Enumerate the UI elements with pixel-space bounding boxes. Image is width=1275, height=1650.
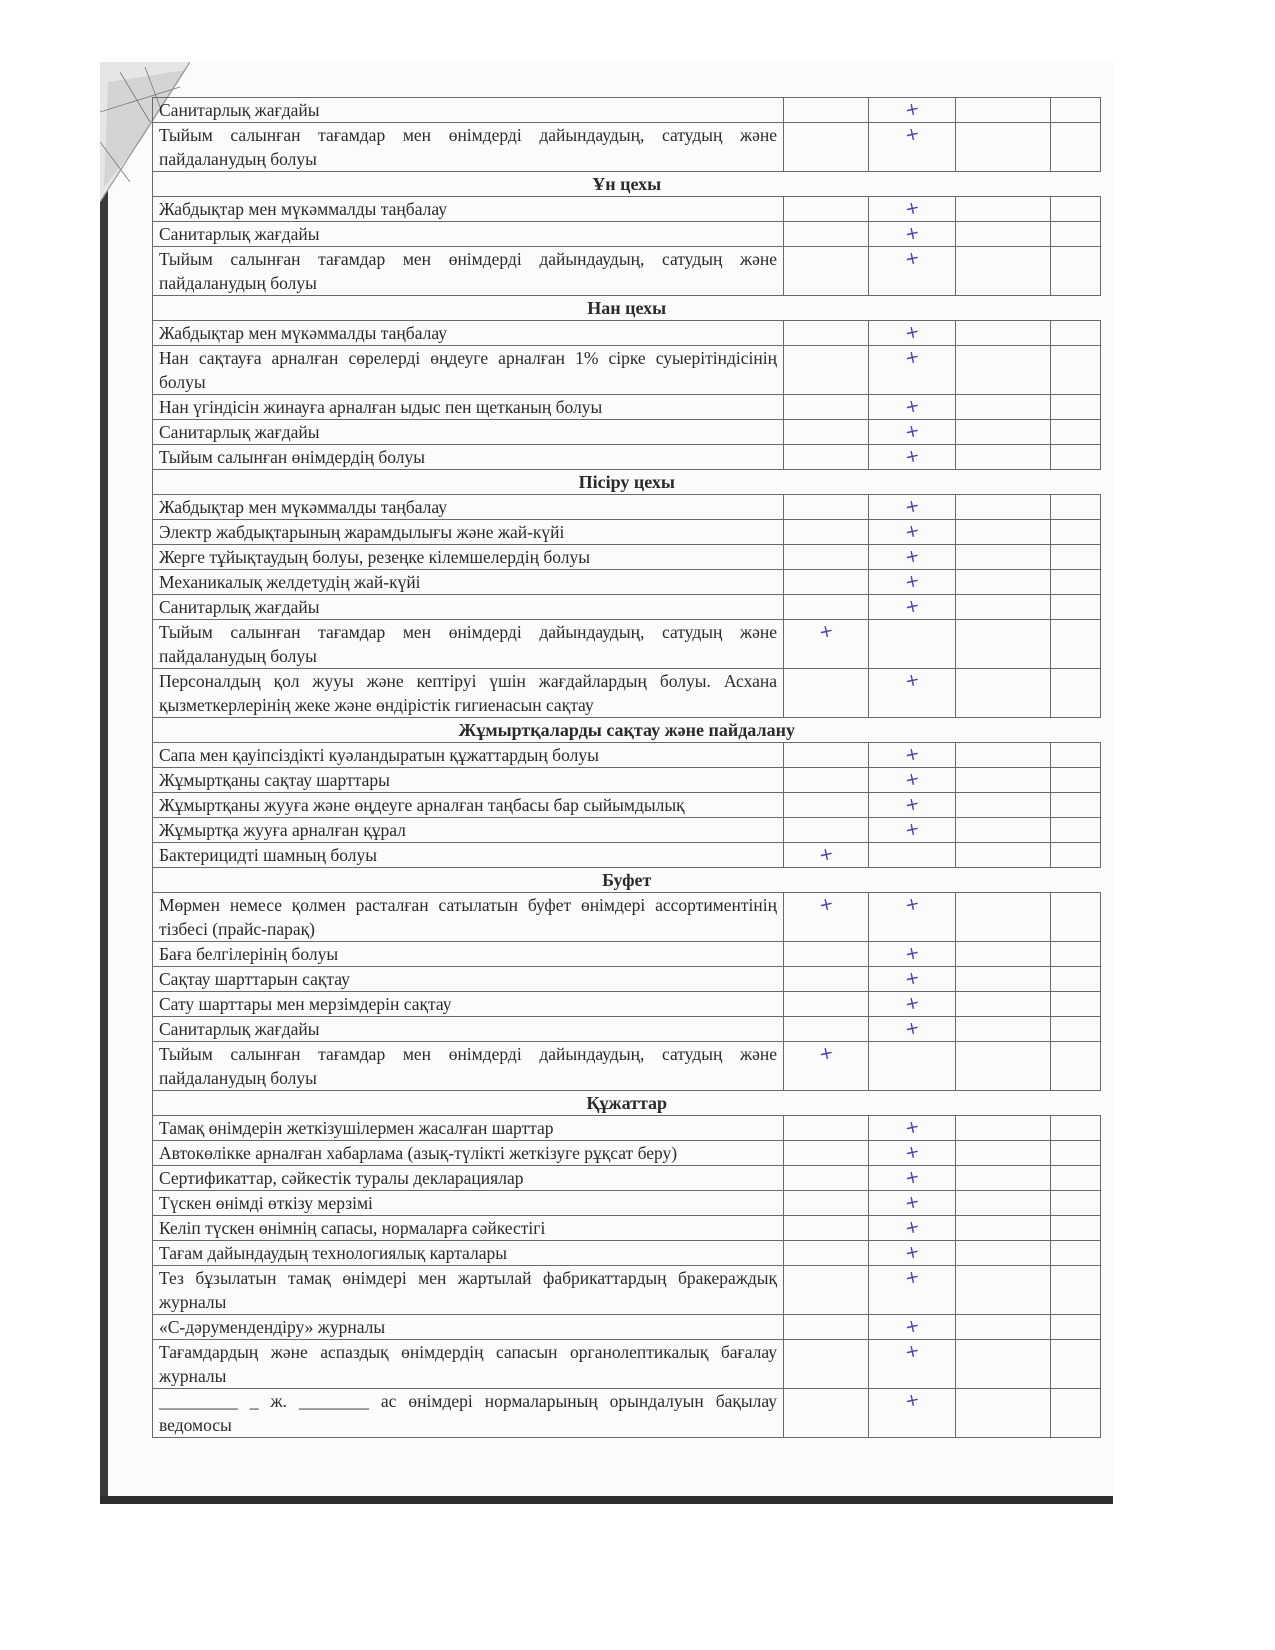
- checklist-row: [153, 942, 1101, 967]
- mark-cell-4[interactable]: [1051, 222, 1101, 247]
- criterion-text: Жұмыртқаны жууға және өңдеуге арналған таңбасы бар сыйымдылық: [153, 793, 784, 818]
- mark-cell-4[interactable]: [1051, 1241, 1101, 1266]
- mark-cell-3[interactable]: [956, 620, 1051, 669]
- mark-cell-2[interactable]: [869, 1166, 956, 1191]
- mark-cell-2[interactable]: [869, 1191, 956, 1216]
- mark-cell-1[interactable]: [784, 346, 869, 395]
- mark-cell-3[interactable]: [956, 395, 1051, 420]
- mark-cell-4[interactable]: [1051, 545, 1101, 570]
- mark-cell-3[interactable]: [956, 545, 1051, 570]
- checklist-row: [153, 420, 1101, 445]
- criterion-text: Автокөлікке арналған хабарлама (азық-түлікті жеткізуге рұқсат беру): [153, 1141, 784, 1166]
- checklist-row: [153, 98, 1101, 123]
- mark-cell-2[interactable]: [869, 1216, 956, 1241]
- mark-cell-4[interactable]: [1051, 346, 1101, 395]
- mark-cell-4[interactable]: [1051, 570, 1101, 595]
- criterion-text: Санитарлық жағдайы: [153, 595, 784, 620]
- mark-cell-1[interactable]: [784, 992, 869, 1017]
- mark-cell-1[interactable]: [784, 570, 869, 595]
- section-header-row: [153, 172, 1101, 197]
- criterion-text: Мөрмен немесе қолмен расталған сатылатын буфет өнімдері ассортиментінің тізбесі (прайс-парақ): [153, 893, 784, 942]
- mark-cell-2[interactable]: [869, 1141, 956, 1166]
- mark-cell-2[interactable]: [869, 420, 956, 445]
- handwritten-check-icon: +: [902, 1141, 922, 1165]
- criterion-text: Нан үгіндісін жинауға арналған ыдыс пен щетканың болуы: [153, 395, 784, 420]
- handwritten-check-icon: +: [902, 197, 922, 221]
- checklist-row: [153, 818, 1101, 843]
- mark-cell-4[interactable]: [1051, 768, 1101, 793]
- mark-cell-1[interactable]: [784, 222, 869, 247]
- mark-cell-2[interactable]: [869, 768, 956, 793]
- checklist-row: [153, 1241, 1101, 1266]
- criterion-text: Сапа мен қауіпсіздікті куәландыратын құжаттардың болуы: [153, 743, 784, 768]
- mark-cell-1[interactable]: [784, 98, 869, 123]
- mark-cell-4[interactable]: [1051, 420, 1101, 445]
- mark-cell-3[interactable]: [956, 495, 1051, 520]
- handwritten-check-icon: +: [902, 98, 922, 122]
- mark-cell-1[interactable]: [784, 247, 869, 296]
- mark-cell-3[interactable]: [956, 743, 1051, 768]
- mark-cell-1[interactable]: [784, 1241, 869, 1266]
- mark-cell-2[interactable]: [869, 545, 956, 570]
- mark-cell-2[interactable]: [869, 967, 956, 992]
- handwritten-check-icon: +: [902, 1389, 922, 1413]
- mark-cell-1[interactable]: [784, 1042, 869, 1091]
- mark-cell-4[interactable]: [1051, 967, 1101, 992]
- mark-cell-2[interactable]: [869, 818, 956, 843]
- mark-cell-1[interactable]: [784, 768, 869, 793]
- checklist-row: [153, 222, 1101, 247]
- handwritten-check-icon: +: [902, 321, 922, 345]
- checklist-row: [153, 1315, 1101, 1340]
- mark-cell-3[interactable]: [956, 1042, 1051, 1091]
- handwritten-check-icon: +: [902, 669, 922, 693]
- mark-cell-2[interactable]: [869, 247, 956, 296]
- mark-cell-3[interactable]: [956, 595, 1051, 620]
- mark-cell-2[interactable]: [869, 1315, 956, 1340]
- criterion-text: Тамақ өнімдерін жеткізушілермен жасалған шарттар: [153, 1116, 784, 1141]
- mark-cell-1[interactable]: [784, 520, 869, 545]
- mark-cell-3[interactable]: [956, 1266, 1051, 1315]
- mark-cell-2[interactable]: [869, 520, 956, 545]
- checklist-row: [153, 570, 1101, 595]
- checklist-row: [153, 768, 1101, 793]
- handwritten-check-icon: +: [902, 395, 922, 419]
- mark-cell-4[interactable]: [1051, 843, 1101, 868]
- mark-cell-4[interactable]: [1051, 1340, 1101, 1389]
- handwritten-check-icon: +: [816, 843, 836, 867]
- mark-cell-2[interactable]: [869, 620, 956, 669]
- mark-cell-1[interactable]: [784, 1315, 869, 1340]
- criterion-text: Жабдықтар мен мүкәммалды таңбалау: [153, 321, 784, 346]
- criterion-text: Жабдықтар мен мүкәммалды таңбалау: [153, 197, 784, 222]
- handwritten-check-icon: +: [902, 768, 922, 792]
- mark-cell-2[interactable]: [869, 942, 956, 967]
- mark-cell-4[interactable]: [1051, 793, 1101, 818]
- criterion-text: Жұмыртқа жууға арналған құрал: [153, 818, 784, 843]
- mark-cell-3[interactable]: [956, 1216, 1051, 1241]
- mark-cell-2[interactable]: [869, 992, 956, 1017]
- handwritten-check-icon: +: [816, 893, 836, 917]
- mark-cell-1[interactable]: [784, 445, 869, 470]
- mark-cell-3[interactable]: [956, 1141, 1051, 1166]
- mark-cell-3[interactable]: [956, 893, 1051, 942]
- handwritten-check-icon: +: [902, 520, 922, 544]
- criterion-text: Жерге тұйықтаудың болуы, резеңке кілемшелердің болуы: [153, 545, 784, 570]
- mark-cell-2[interactable]: [869, 222, 956, 247]
- checklist-row: [153, 620, 1101, 669]
- mark-cell-1[interactable]: [784, 395, 869, 420]
- checklist-row: [153, 1017, 1101, 1042]
- handwritten-check-icon: +: [902, 346, 922, 370]
- handwritten-check-icon: +: [902, 247, 922, 271]
- mark-cell-4[interactable]: [1051, 1116, 1101, 1141]
- section-title: Пісіру цехы: [153, 470, 1101, 495]
- mark-cell-1[interactable]: [784, 1166, 869, 1191]
- mark-cell-4[interactable]: [1051, 1389, 1101, 1438]
- handwritten-check-icon: +: [816, 620, 836, 644]
- mark-cell-4[interactable]: [1051, 818, 1101, 843]
- checklist-row: [153, 545, 1101, 570]
- section-title: Ұн цехы: [153, 172, 1101, 197]
- mark-cell-1[interactable]: [784, 967, 869, 992]
- mark-cell-4[interactable]: [1051, 197, 1101, 222]
- mark-cell-4[interactable]: [1051, 1191, 1101, 1216]
- mark-cell-1[interactable]: [784, 942, 869, 967]
- mark-cell-1[interactable]: [784, 893, 869, 942]
- mark-cell-4[interactable]: [1051, 247, 1101, 296]
- mark-cell-2[interactable]: [869, 1241, 956, 1266]
- mark-cell-4[interactable]: [1051, 520, 1101, 545]
- mark-cell-3[interactable]: [956, 1241, 1051, 1266]
- section-title: Жұмыртқаларды сақтау және пайдалану: [153, 718, 1101, 743]
- mark-cell-3[interactable]: [956, 1017, 1051, 1042]
- mark-cell-1[interactable]: [784, 669, 869, 718]
- mark-cell-3[interactable]: [956, 669, 1051, 718]
- mark-cell-3[interactable]: [956, 1191, 1051, 1216]
- section-header-row: [153, 718, 1101, 743]
- mark-cell-1[interactable]: [784, 1216, 869, 1241]
- handwritten-check-icon: +: [902, 1017, 922, 1041]
- mark-cell-3[interactable]: [956, 1315, 1051, 1340]
- mark-cell-2[interactable]: [869, 197, 956, 222]
- criterion-text: Жұмыртқаны сақтау шарттары: [153, 768, 784, 793]
- mark-cell-3[interactable]: [956, 942, 1051, 967]
- checklist-row: [153, 1216, 1101, 1241]
- mark-cell-4[interactable]: [1051, 1166, 1101, 1191]
- criterion-text: Персоналдың қол жууы және кептіруі үшін жағдайлардың болуы. Асхана қызметкерлерінің жеке және өндірістік гигиенасын сақтау: [153, 669, 784, 718]
- mark-cell-1[interactable]: [784, 197, 869, 222]
- mark-cell-3[interactable]: [956, 197, 1051, 222]
- mark-cell-2[interactable]: [869, 1116, 956, 1141]
- checklist-row: [153, 197, 1101, 222]
- mark-cell-2[interactable]: [869, 321, 956, 346]
- handwritten-check-icon: +: [902, 1116, 922, 1140]
- checklist-row: [153, 1042, 1101, 1091]
- page-shadow-bottom: [100, 1496, 1113, 1504]
- mark-cell-2[interactable]: [869, 495, 956, 520]
- mark-cell-1[interactable]: [784, 1141, 869, 1166]
- criterion-text: Сақтау шарттарын сақтау: [153, 967, 784, 992]
- handwritten-check-icon: +: [902, 967, 922, 991]
- section-header-row: [153, 868, 1101, 893]
- page-shadow-left: [100, 190, 108, 1504]
- mark-cell-3[interactable]: [956, 967, 1051, 992]
- mark-cell-2[interactable]: [869, 1017, 956, 1042]
- mark-cell-1[interactable]: [784, 818, 869, 843]
- mark-cell-4[interactable]: [1051, 992, 1101, 1017]
- mark-cell-3[interactable]: [956, 520, 1051, 545]
- checklist-row: [153, 247, 1101, 296]
- section-header-row: [153, 470, 1101, 495]
- mark-cell-1[interactable]: [784, 495, 869, 520]
- mark-cell-3[interactable]: [956, 1166, 1051, 1191]
- criterion-text: Жабдықтар мен мүкәммалды таңбалау: [153, 495, 784, 520]
- mark-cell-1[interactable]: [784, 620, 869, 669]
- mark-cell-1[interactable]: [784, 545, 869, 570]
- criterion-text: Бактерицидті шамның болуы: [153, 843, 784, 868]
- criterion-text: Тыйым салынған тағамдар мен өнімдерді дайындаудың, сатудың және пайдаланудың болуы: [153, 123, 784, 172]
- mark-cell-1[interactable]: [784, 595, 869, 620]
- criterion-text: Түскен өнімді өткізу мерзімі: [153, 1191, 784, 1216]
- mark-cell-4[interactable]: [1051, 123, 1101, 172]
- handwritten-check-icon: +: [902, 942, 922, 966]
- criterion-text: Тыйым салынған тағамдар мен өнімдерді дайындаудың, сатудың және пайдаланудың болуы: [153, 620, 784, 669]
- handwritten-check-icon: +: [902, 793, 922, 817]
- criterion-text: Тыйым салынған өнімдердің болуы: [153, 445, 784, 470]
- checklist-row: [153, 669, 1101, 718]
- checklist-row: [153, 1116, 1101, 1141]
- criterion-text: Баға белгілерінің болуы: [153, 942, 784, 967]
- mark-cell-3[interactable]: [956, 123, 1051, 172]
- mark-cell-4[interactable]: [1051, 495, 1101, 520]
- criterion-text: Санитарлық жағдайы: [153, 98, 784, 123]
- handwritten-check-icon: +: [902, 595, 922, 619]
- mark-cell-4[interactable]: [1051, 595, 1101, 620]
- checklist-row: [153, 992, 1101, 1017]
- mark-cell-4[interactable]: [1051, 445, 1101, 470]
- mark-cell-3[interactable]: [956, 1389, 1051, 1438]
- mark-cell-2[interactable]: [869, 743, 956, 768]
- handwritten-check-icon: +: [902, 222, 922, 246]
- handwritten-check-icon: +: [902, 545, 922, 569]
- mark-cell-1[interactable]: [784, 843, 869, 868]
- mark-cell-1[interactable]: [784, 420, 869, 445]
- mark-cell-3[interactable]: [956, 1340, 1051, 1389]
- mark-cell-1[interactable]: [784, 1389, 869, 1438]
- checklist-row: [153, 321, 1101, 346]
- mark-cell-3[interactable]: [956, 98, 1051, 123]
- checklist-row: [153, 743, 1101, 768]
- checklist-row: [153, 967, 1101, 992]
- criterion-text: Санитарлық жағдайы: [153, 420, 784, 445]
- handwritten-check-icon: +: [902, 123, 922, 147]
- checklist-row: [153, 395, 1101, 420]
- mark-cell-1[interactable]: [784, 743, 869, 768]
- checklist-row: [153, 843, 1101, 868]
- mark-cell-2[interactable]: [869, 595, 956, 620]
- section-title: Құжаттар: [153, 1091, 1101, 1116]
- section-header-row: [153, 296, 1101, 321]
- criterion-text: Сату шарттары мен мерзімдерін сақтау: [153, 992, 784, 1017]
- mark-cell-4[interactable]: [1051, 1017, 1101, 1042]
- mark-cell-4[interactable]: [1051, 669, 1101, 718]
- handwritten-check-icon: +: [902, 1191, 922, 1215]
- mark-cell-4[interactable]: [1051, 743, 1101, 768]
- mark-cell-4[interactable]: [1051, 1266, 1101, 1315]
- mark-cell-4[interactable]: [1051, 1315, 1101, 1340]
- mark-cell-2[interactable]: [869, 1042, 956, 1091]
- mark-cell-2[interactable]: [869, 1340, 956, 1389]
- mark-cell-4[interactable]: [1051, 1216, 1101, 1241]
- mark-cell-3[interactable]: [956, 247, 1051, 296]
- criterion-text: Тыйым салынған тағамдар мен өнімдерді дайындаудың, сатудың және пайдаланудың болуы: [153, 1042, 784, 1091]
- checklist-row: [153, 893, 1101, 942]
- mark-cell-3[interactable]: [956, 570, 1051, 595]
- mark-cell-2[interactable]: [869, 346, 956, 395]
- mark-cell-2[interactable]: [869, 1389, 956, 1438]
- criterion-text: Электр жабдықтарының жарамдылығы және жай-күйі: [153, 520, 784, 545]
- mark-cell-2[interactable]: [869, 843, 956, 868]
- handwritten-check-icon: +: [902, 743, 922, 767]
- handwritten-check-icon: +: [816, 1042, 836, 1066]
- mark-cell-3[interactable]: [956, 1116, 1051, 1141]
- handwritten-check-icon: +: [902, 445, 922, 469]
- handwritten-check-icon: +: [902, 1166, 922, 1190]
- inspection-checklist-table: [152, 97, 1101, 1438]
- checklist-row: [153, 1340, 1101, 1389]
- criterion-text: Нан сақтауға арналған сөрелерді өңдеуге арналған 1% сірке суыерітіндісінің болуы: [153, 346, 784, 395]
- mark-cell-3[interactable]: [956, 818, 1051, 843]
- checklist-row: [153, 495, 1101, 520]
- criterion-text: «С-дәрумендендіру» журналы: [153, 1315, 784, 1340]
- handwritten-check-icon: +: [902, 1315, 922, 1339]
- section-header-row: [153, 1091, 1101, 1116]
- checklist-row: [153, 1191, 1101, 1216]
- criterion-text: Тыйым салынған тағамдар мен өнімдерді дайындаудың, сатудың және пайдаланудың болуы: [153, 247, 784, 296]
- mark-cell-4[interactable]: [1051, 942, 1101, 967]
- criterion-text: Тағамдардың және аспаздық өнімдердің сапасын органолептикалық бағалау журналы: [153, 1340, 784, 1389]
- handwritten-check-icon: +: [902, 495, 922, 519]
- handwritten-check-icon: +: [902, 420, 922, 444]
- mark-cell-2[interactable]: [869, 793, 956, 818]
- checklist-row: [153, 793, 1101, 818]
- mark-cell-3[interactable]: [956, 793, 1051, 818]
- criterion-text: Тез бұзылатын тамақ өнімдері мен жартылай фабрикаттардың бракераждық журналы: [153, 1266, 784, 1315]
- criterion-text: Сертификаттар, сәйкестік туралы декларациялар: [153, 1166, 784, 1191]
- handwritten-check-icon: +: [902, 818, 922, 842]
- criterion-text: Санитарлық жағдайы: [153, 222, 784, 247]
- mark-cell-2[interactable]: [869, 570, 956, 595]
- mark-cell-1[interactable]: [784, 1191, 869, 1216]
- mark-cell-1[interactable]: [784, 793, 869, 818]
- mark-cell-1[interactable]: [784, 123, 869, 172]
- checklist-row: [153, 123, 1101, 172]
- criterion-text: Келіп түскен өнімнің сапасы, нормаларға сәйкестігі: [153, 1216, 784, 1241]
- mark-cell-3[interactable]: [956, 768, 1051, 793]
- mark-cell-3[interactable]: [956, 222, 1051, 247]
- mark-cell-2[interactable]: [869, 395, 956, 420]
- mark-cell-4[interactable]: [1051, 395, 1101, 420]
- handwritten-check-icon: +: [902, 570, 922, 594]
- mark-cell-2[interactable]: [869, 123, 956, 172]
- handwritten-check-icon: +: [902, 1241, 922, 1265]
- mark-cell-3[interactable]: [956, 420, 1051, 445]
- mark-cell-4[interactable]: [1051, 1042, 1101, 1091]
- mark-cell-3[interactable]: [956, 992, 1051, 1017]
- handwritten-check-icon: +: [902, 1340, 922, 1364]
- mark-cell-4[interactable]: [1051, 1141, 1101, 1166]
- mark-cell-1[interactable]: [784, 321, 869, 346]
- mark-cell-4[interactable]: [1051, 893, 1101, 942]
- mark-cell-3[interactable]: [956, 346, 1051, 395]
- mark-cell-1[interactable]: [784, 1266, 869, 1315]
- criterion-text: _________ _ ж. ________ ас өнімдері нормаларының орындалуын бақылау ведомосы: [153, 1389, 784, 1438]
- mark-cell-2[interactable]: [869, 98, 956, 123]
- mark-cell-1[interactable]: [784, 1116, 869, 1141]
- checklist-row: [153, 1389, 1101, 1438]
- checklist-row: [153, 1141, 1101, 1166]
- mark-cell-4[interactable]: [1051, 98, 1101, 123]
- criterion-text: Механикалық желдетудің жай-күйі: [153, 570, 784, 595]
- handwritten-check-icon: +: [902, 1216, 922, 1240]
- mark-cell-1[interactable]: [784, 1340, 869, 1389]
- section-title: Буфет: [153, 868, 1101, 893]
- mark-cell-2[interactable]: [869, 893, 956, 942]
- handwritten-check-icon: +: [902, 1266, 922, 1290]
- mark-cell-2[interactable]: [869, 445, 956, 470]
- checklist-row: [153, 445, 1101, 470]
- checklist-row: [153, 1166, 1101, 1191]
- criterion-text: Тағам дайындаудың технологиялық карталары: [153, 1241, 784, 1266]
- checklist-row: [153, 1266, 1101, 1315]
- mark-cell-3[interactable]: [956, 321, 1051, 346]
- checklist-row: [153, 595, 1101, 620]
- criterion-text: Санитарлық жағдайы: [153, 1017, 784, 1042]
- mark-cell-3[interactable]: [956, 843, 1051, 868]
- handwritten-check-icon: +: [902, 992, 922, 1016]
- handwritten-check-icon: +: [902, 893, 922, 917]
- section-title: Нан цехы: [153, 296, 1101, 321]
- mark-cell-2[interactable]: [869, 1266, 956, 1315]
- mark-cell-4[interactable]: [1051, 321, 1101, 346]
- mark-cell-3[interactable]: [956, 445, 1051, 470]
- mark-cell-2[interactable]: [869, 669, 956, 718]
- mark-cell-1[interactable]: [784, 1017, 869, 1042]
- checklist-row: [153, 346, 1101, 395]
- checklist-row: [153, 520, 1101, 545]
- mark-cell-4[interactable]: [1051, 620, 1101, 669]
